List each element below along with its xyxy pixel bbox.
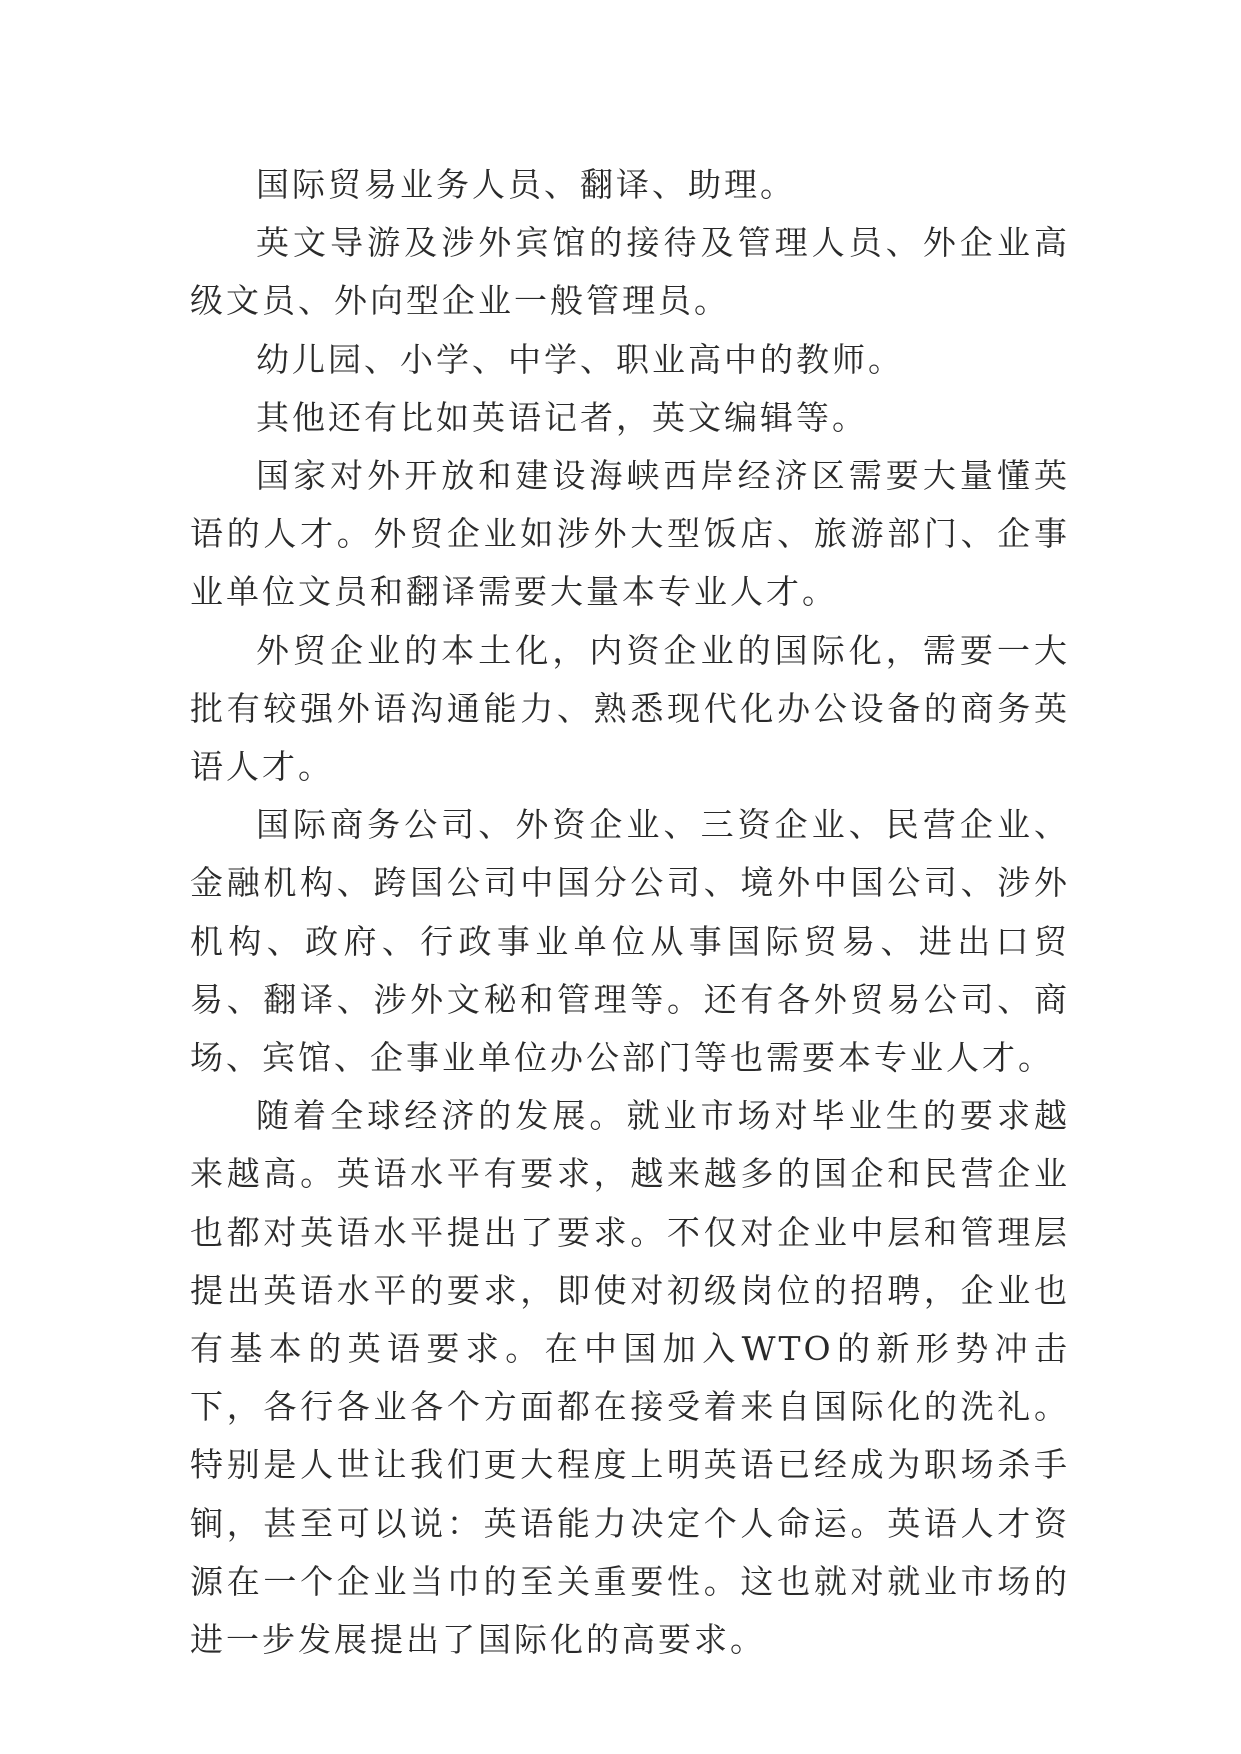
paragraph-7: 国际商务公司、外资企业、三资企业、民营企业、金融机构、跨国公司中国分公司、境外中国公司、涉外机构、政府、行政事业单位从事国际贸易、进出口贸易、翻译、涉外文秘和管理等。还有各外贸易公司、商场、宾馆、企事业单位办公部门等也需要本专业人才。	[190, 805, 1070, 1078]
paragraph-1: 国际贸易业务人员、翻译、助理。	[256, 165, 796, 204]
paragraph-8: 随着全球经济的发展。就业市场对毕业生的要求越来越高。英语水平有要求，越来越多的国企和民营企业也都对英语水平提出了要求。不仅对企业中层和管理层提出英语水平的要求，即使对初级岗位的招聘，企业也有基本的英语要求。在中国加入WTO的新形势冲击下，各行各业各个方面都在接受着来自国际化的洗礼。特别是人世让我们更大程度上明英语已经成为职场杀手锏，甚至可以说：英语能力决定个人命运。英语人才资源在一个企业当巾的至关重要性。这也就对就业市场的进一步发展提出了国际化的高要求。	[190, 1096, 1070, 1660]
paragraph-2: 英文导游及涉外宾馆的接待及管理人员、外企业高级文员、外向型企业一般管理员。	[190, 223, 1070, 321]
paragraph-3: 幼儿园、小学、中学、职业高中的教师。	[256, 339, 904, 379]
paragraph-4: 其他还有比如英语记者，英文编辑等。	[256, 397, 868, 437]
paragraph-6: 外贸企业的本土化，内资企业的国际化，需要一大批有较强外语沟通能力、熟悉现代化办公设备的商务英语人才。	[190, 630, 1070, 787]
document-body	[190, 156, 1070, 1669]
paragraph-5: 国家对外开放和建设海峡西岸经济区需要大量懂英语的人才。外贸企业如涉外大型饭店、旅游部门、企事业单位文员和翻译需要大量本专业人才。	[190, 456, 1070, 612]
